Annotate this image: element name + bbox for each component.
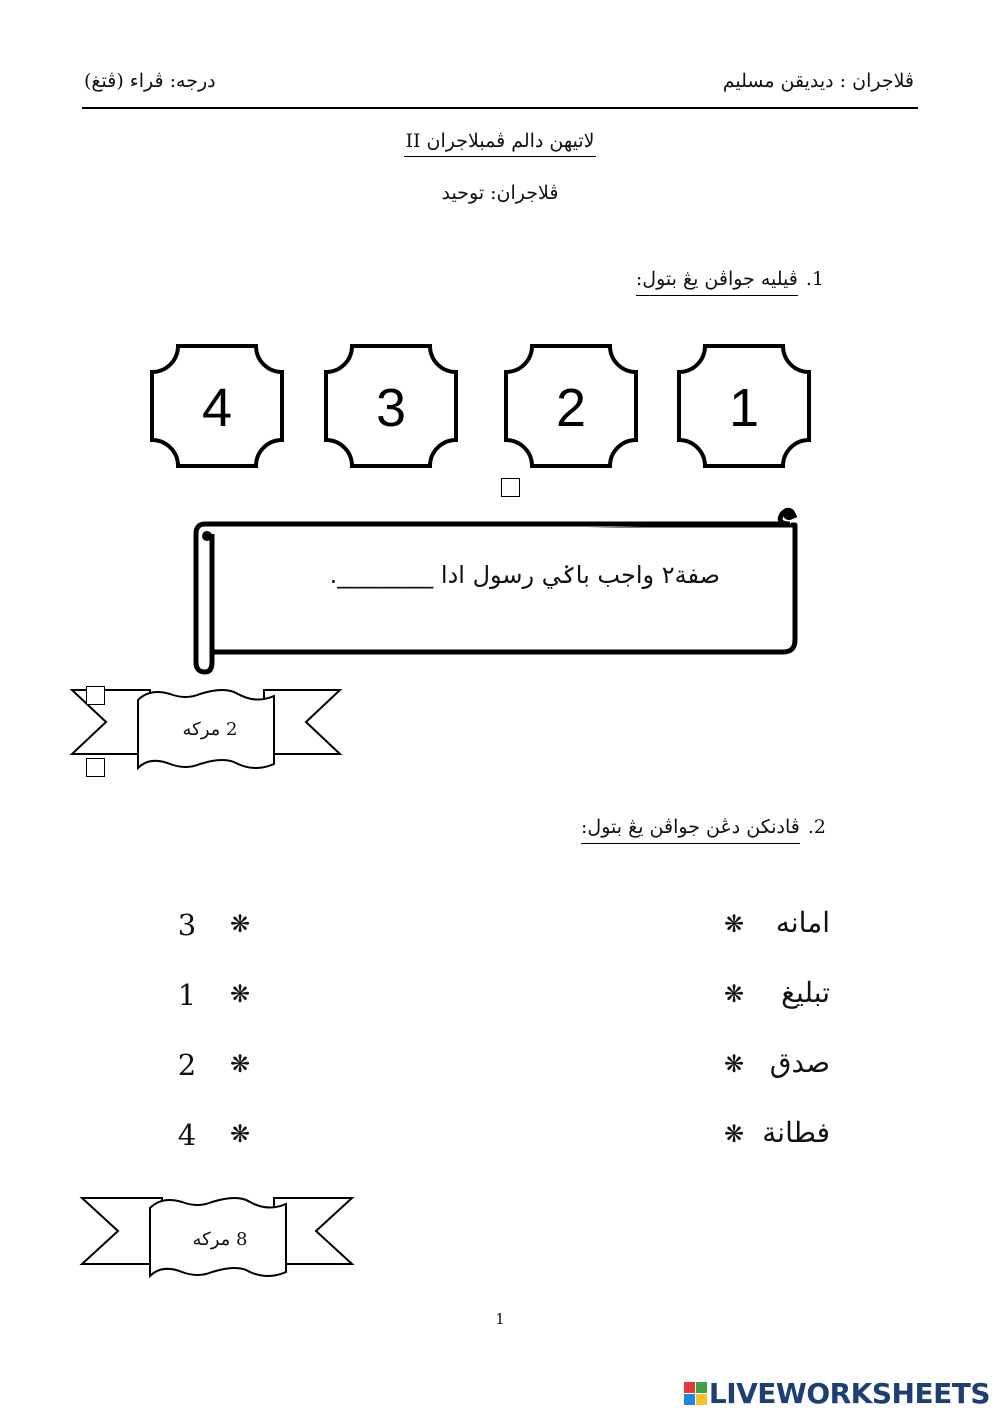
match-word: فطانة	[762, 1116, 830, 1149]
fill-in-sentence[interactable]: صفة٢ واجب باݢي رسول ادا ________.	[329, 561, 720, 589]
option-card-1[interactable]	[679, 346, 809, 466]
marks-label-1: 2 مركه	[182, 719, 238, 740]
match-word: امانه	[775, 906, 830, 939]
option-card-4-label: 4	[201, 378, 233, 438]
checkbox-marker[interactable]	[86, 686, 105, 705]
match-dot-right[interactable]: ❋	[723, 1050, 745, 1078]
question-1-number: 1.	[805, 268, 824, 290]
brand-mark-icon	[684, 1382, 707, 1405]
option-card-4[interactable]	[152, 346, 282, 466]
match-dot-left[interactable]: ❋	[229, 980, 251, 1008]
grade-header: درجه: ڤراء (ڤتغ)	[84, 70, 216, 92]
match-dot-right[interactable]: ❋	[723, 910, 745, 938]
option-card-2-label: 2	[555, 378, 587, 438]
option-card-3-label: 3	[375, 378, 407, 438]
option-card-1-label: 1	[728, 378, 760, 438]
match-word: تبليغ	[781, 976, 830, 1009]
match-number: 2	[177, 1048, 197, 1082]
option-card-2[interactable]	[506, 346, 636, 466]
brand-name: LIVEWORKSHEETS	[708, 1376, 990, 1410]
question-1-text: ڤيليه جواڤن يڠ بتول:	[636, 268, 798, 296]
match-dot-right[interactable]: ❋	[723, 1120, 745, 1148]
match-word: صدق	[769, 1046, 830, 1079]
match-number: 3	[177, 908, 197, 942]
question-2-number: 2.	[807, 816, 826, 838]
option-card-3[interactable]	[326, 346, 456, 466]
match-dot-left[interactable]: ❋	[229, 910, 251, 938]
match-number: 4	[177, 1118, 197, 1152]
worksheet-title: لاتيهن دالم ڤمبلاجران II	[0, 130, 1000, 152]
subject-header: ڤلاجران : ديديقن مسليم	[722, 70, 914, 92]
match-number: 1	[177, 978, 197, 1012]
question-2-text: ڤادنكن دڠن جواڤن يڠ بتول:	[581, 816, 800, 844]
checkbox-marker[interactable]	[501, 478, 520, 497]
question-2-heading	[581, 816, 826, 838]
worksheet-subject: ڤلاجران: توحيد	[441, 182, 559, 204]
checkbox-marker[interactable]	[86, 758, 105, 777]
match-dot-left[interactable]: ❋	[229, 1120, 251, 1148]
marks-label-2: 8 مركه	[192, 1229, 248, 1250]
page-number: 1	[495, 1310, 505, 1328]
scroll-banner	[196, 508, 795, 672]
match-dot-right[interactable]: ❋	[723, 980, 745, 1008]
match-dot-left[interactable]: ❋	[229, 1050, 251, 1078]
liveworksheets-logo[interactable]	[684, 1376, 990, 1410]
